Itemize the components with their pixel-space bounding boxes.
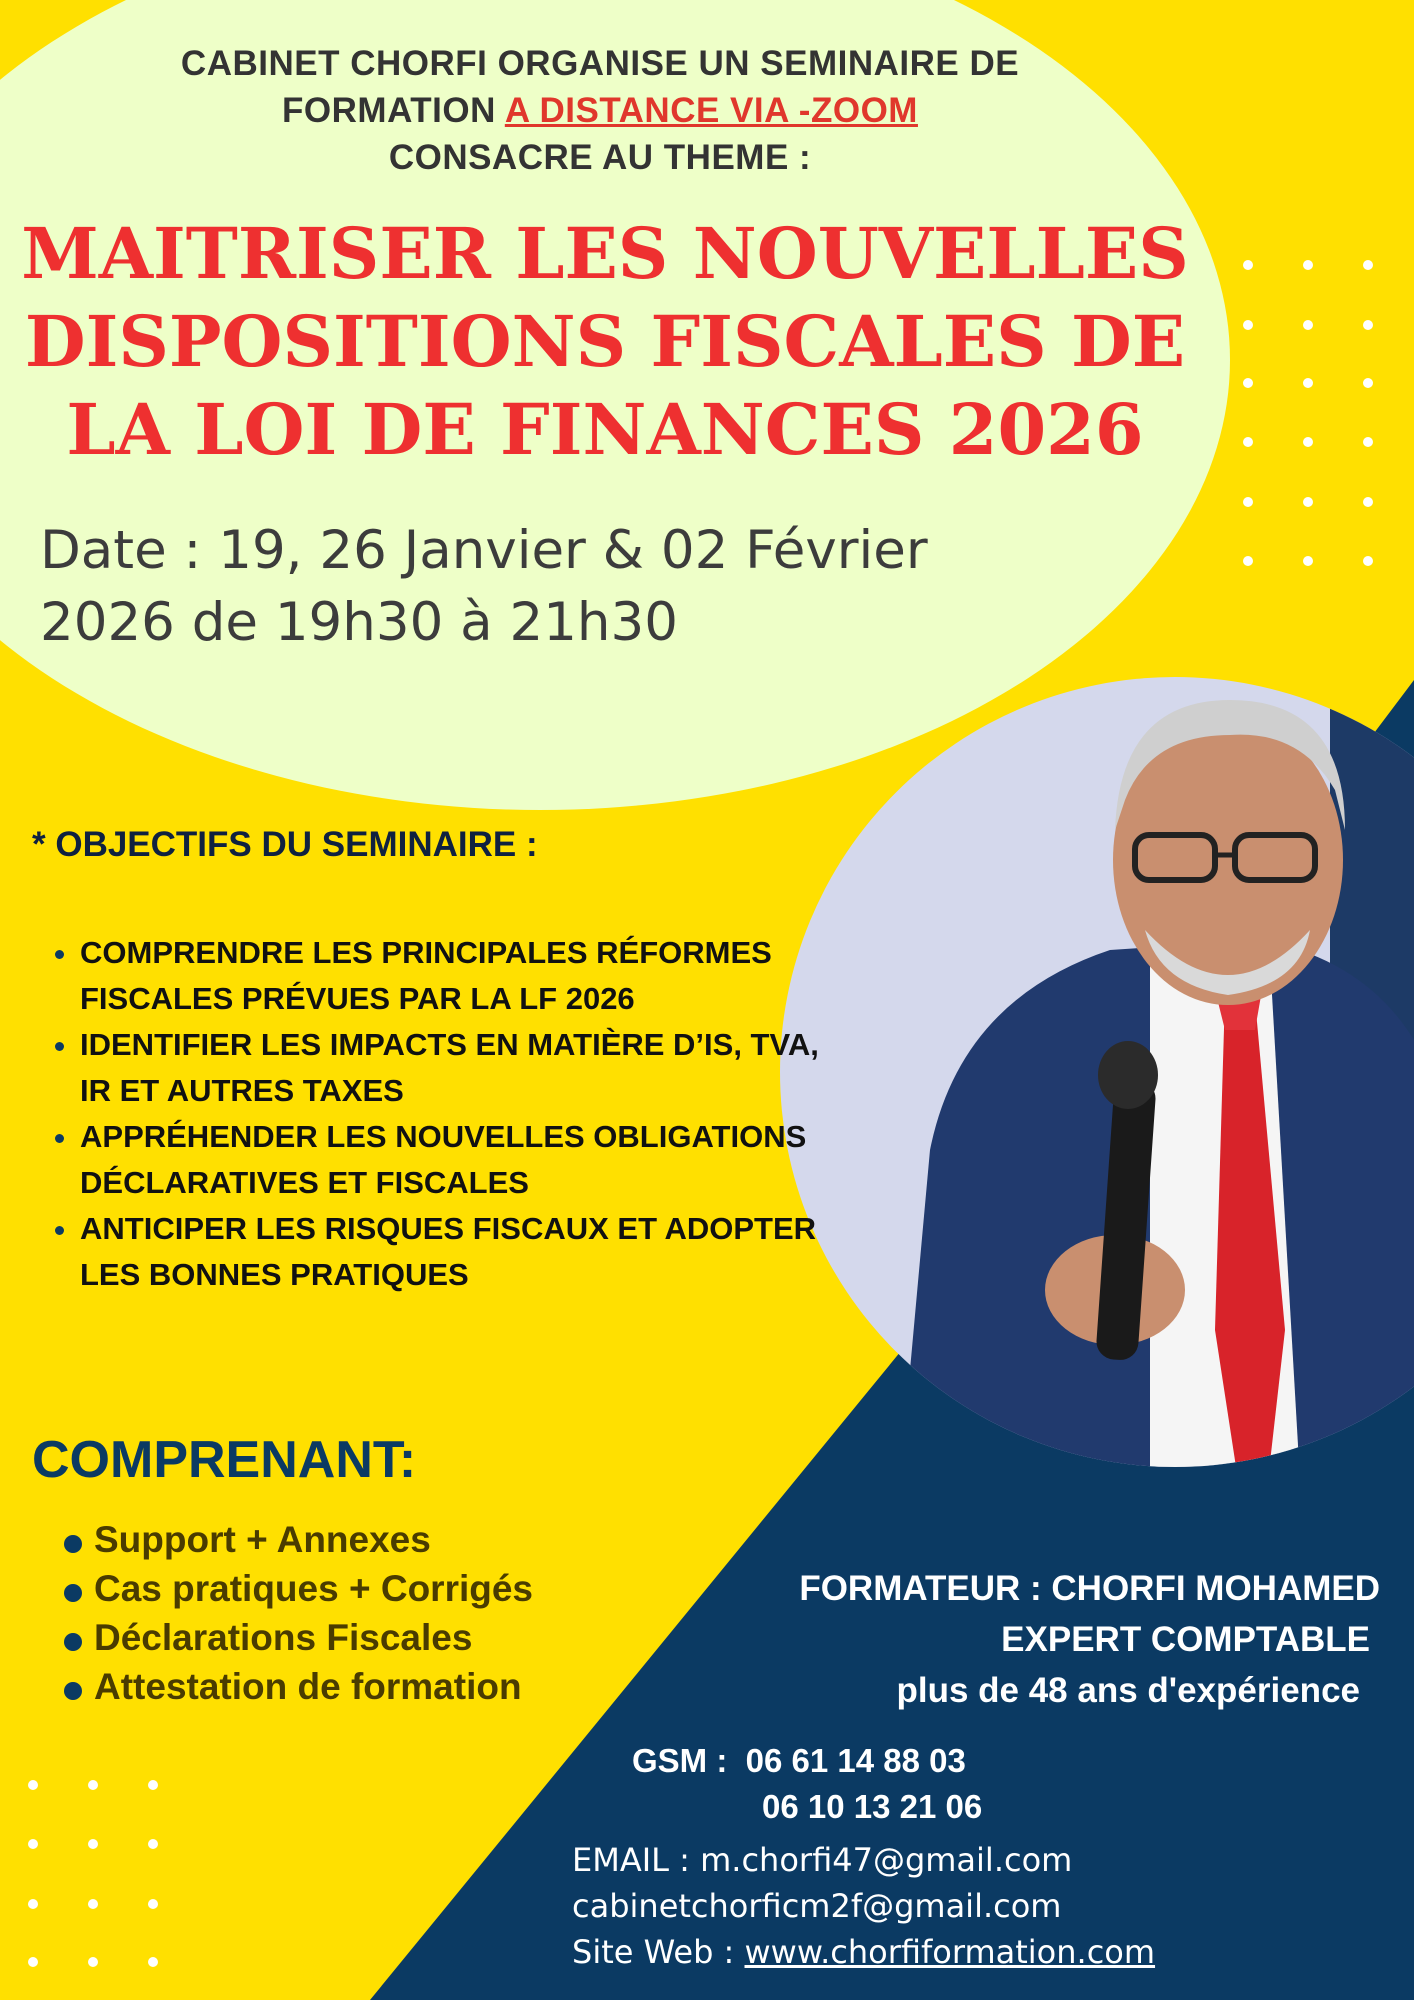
objective-item: • COMPRENDRE LES PRINCIPALES RÉFORMES FISCALES PRÉVUES PAR LA LF 2026 — [80, 930, 820, 1022]
gsm-block — [632, 1738, 982, 1830]
email-line-2 — [572, 1883, 1155, 1929]
bullet-dot-icon — [64, 1535, 82, 1553]
objectives-list — [40, 930, 820, 1298]
gsm-number-1[interactable]: 06 61 14 88 03 — [745, 1742, 966, 1779]
comprenant-item-label: Déclarations Fiscales — [94, 1617, 473, 1658]
comprenant-item — [60, 1613, 620, 1662]
objectives-title: * OBJECTIFS DU SEMINAIRE : — [32, 825, 538, 864]
seminar-title — [20, 210, 1190, 474]
website-label: Site Web : — [572, 1933, 735, 1971]
email-line-1 — [572, 1837, 1155, 1883]
bullet-dot-icon — [64, 1682, 82, 1700]
gsm-line-1 — [632, 1738, 982, 1784]
contact-block — [572, 1837, 1155, 1975]
website-line — [572, 1929, 1155, 1975]
email-label: EMAIL : — [572, 1841, 690, 1879]
date-line-1: Date : 19, 26 Janvier & 02 Février — [40, 520, 928, 581]
trainer-role: EXPERT COMPTABLE — [1001, 1620, 1370, 1659]
title-line-1: MAITRISER LES NOUVELLES — [21, 212, 1189, 295]
header-line-2-prefix: FORMATION — [282, 91, 496, 130]
bullet-dot-icon — [64, 1584, 82, 1602]
trainer-info — [720, 1563, 1380, 1716]
comprenant-item — [60, 1662, 620, 1711]
comprenant-list — [60, 1515, 620, 1711]
email-link-1[interactable]: m.chorfi47@gmail.com — [700, 1841, 1073, 1879]
trainer-experience: plus de 48 ans d'expérience — [896, 1671, 1360, 1710]
comprenant-item-label: Attestation de formation — [94, 1666, 522, 1707]
comprenant-item — [60, 1564, 620, 1613]
title-line-3: LA LOI DE FINANCES 2026 — [66, 388, 1144, 471]
header-line-1: CABINET CHORFI ORGANISE UN SEMINAIRE DE — [180, 44, 1020, 83]
header-line-3: CONSACRE AU THEME : — [388, 138, 812, 177]
header-line-2 — [40, 87, 1160, 134]
date-line-2: 2026 de 19h30 à 21h30 — [40, 592, 678, 653]
gsm-label: GSM : — [632, 1742, 728, 1779]
title-line-2: DISPOSITIONS FISCALES DE — [24, 300, 1186, 383]
comprenant-item-label: Cas pratiques + Corrigés — [94, 1568, 534, 1609]
objective-item: • APPRÉHENDER LES NOUVELLES OBLIGATIONS DÉCLARATIVES ET FISCALES — [80, 1114, 820, 1206]
gsm-number-2[interactable]: 06 10 13 21 06 — [762, 1788, 983, 1825]
comprenant-item — [60, 1515, 620, 1564]
trainer-name: FORMATEUR : CHORFI MOHAMED — [799, 1569, 1380, 1608]
email-link-2[interactable]: cabinetchorficm2f@gmail.com — [572, 1887, 1062, 1925]
bullet-dot-icon — [64, 1633, 82, 1651]
header — [40, 40, 1160, 181]
gsm-line-2 — [632, 1784, 982, 1830]
zoom-highlight: A DISTANCE VIA -ZOOM — [504, 91, 918, 130]
comprenant-item-label: Support + Annexes — [94, 1519, 431, 1560]
comprenant-title: COMPRENANT: — [32, 1431, 417, 1489]
objective-item: • ANTICIPER LES RISQUES FISCAUX ET ADOPTER LES BONNES PRATIQUES — [80, 1206, 820, 1298]
objective-item: • IDENTIFIER LES IMPACTS EN MATIÈRE D’IS, TVA, IR ET AUTRES TAXES — [80, 1022, 820, 1114]
website-link[interactable]: www.chorfiformation.com — [744, 1933, 1156, 1971]
seminar-date — [40, 515, 1120, 659]
